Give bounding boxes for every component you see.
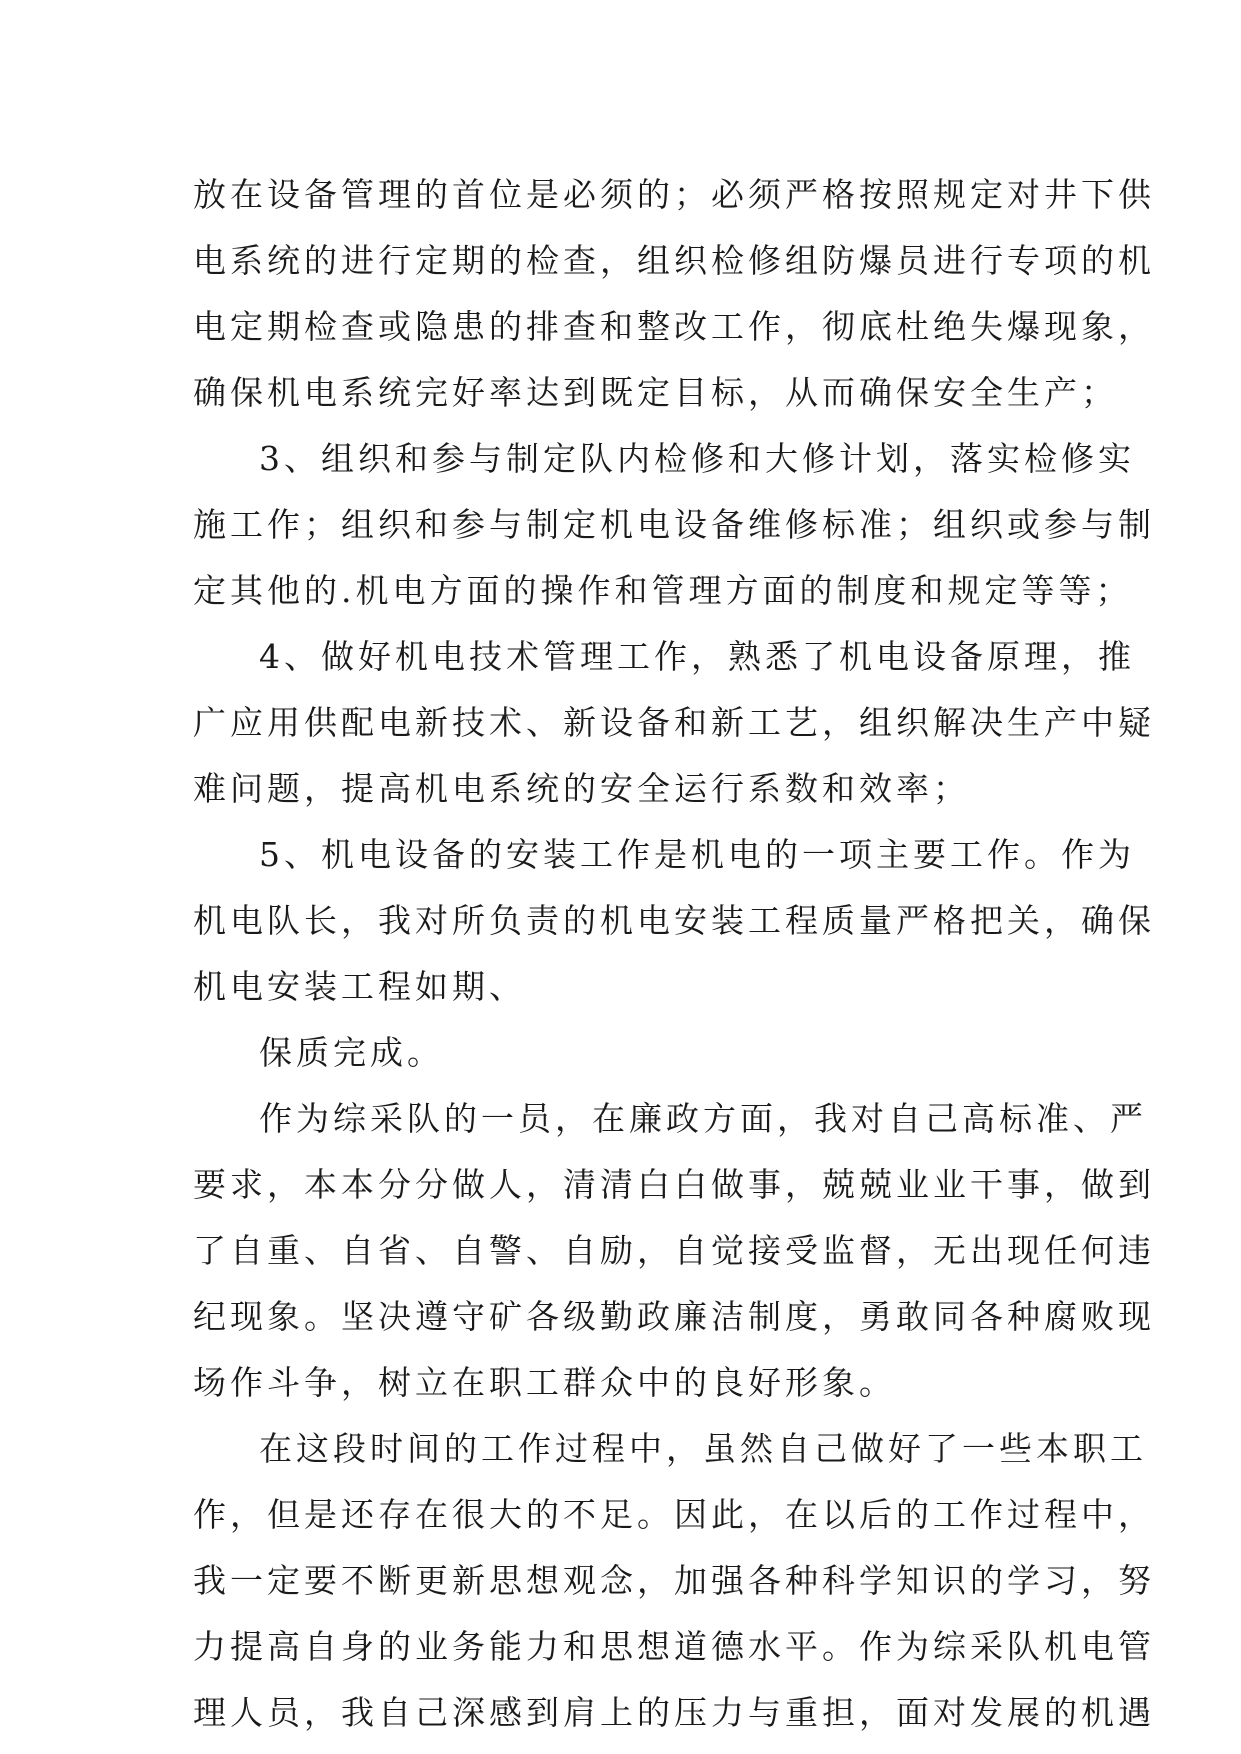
text-line: 电系统的进行定期的检查，组织检修组防爆员进行专项的机: [193, 241, 1155, 280]
text-line: 确保机电系统完好率达到既定目标，从而确保安全生产；: [193, 373, 1118, 412]
document-body: [193, 162, 1155, 1746]
text-line: 机电队长，我对所负责的机电安装工程质量严格把关，确保: [193, 901, 1155, 940]
text-line: 5、机电设备的安装工作是机电的一项主要工作。作为: [259, 835, 1135, 874]
text-line: 了自重、自省、自警、自励，自觉接受监督，无出现任何违: [193, 1231, 1155, 1270]
text-line: 放在设备管理的首位是必须的；必须严格按照规定对井下供: [193, 175, 1155, 214]
text-line: 机电安装工程如期、: [193, 967, 526, 1006]
text-line: 难问题，提高机电系统的安全运行系数和效率；: [193, 769, 970, 808]
text-line: 4、做好机电技术管理工作，熟悉了机电设备原理，推: [259, 637, 1135, 676]
text-line: 作，但是还存在很大的不足。因此，在以后的工作过程中，: [193, 1495, 1155, 1534]
text-line: 保质完成。: [259, 1033, 444, 1072]
text-line: 广应用供配电新技术、新设备和新工艺，组织解决生产中疑: [193, 703, 1155, 742]
text-line: 作为综采队的一员，在廉政方面，我对自己高标准、严: [259, 1099, 1147, 1138]
text-line: 纪现象。坚决遵守矿各级勤政廉洁制度，勇敢同各种腐败现: [193, 1297, 1155, 1336]
text-line: 理人员，我自己深感到肩上的压力与重担，面对发展的机遇: [193, 1693, 1155, 1732]
text-line: 力提高自身的业务能力和思想道德水平。作为综采队机电管: [193, 1627, 1155, 1666]
text-line: 电定期检查或隐患的排查和整改工作，彻底杜绝失爆现象，: [193, 307, 1155, 346]
text-line: 我一定要不断更新思想观念，加强各种科学知识的学习，努: [193, 1561, 1155, 1600]
text-line: 场作斗争，树立在职工群众中的良好形象。: [193, 1363, 896, 1402]
text-line: 施工作；组织和参与制定机电设备维修标准；组织或参与制: [193, 505, 1155, 544]
text-line: 要求，本本分分做人，清清白白做事，兢兢业业干事，做到: [193, 1165, 1155, 1204]
text-line: 定其他的.机电方面的操作和管理方面的制度和规定等等；: [193, 571, 1133, 610]
text-line: 3、组织和参与制定队内检修和大修计划，落实检修实: [259, 439, 1135, 478]
text-line: 在这段时间的工作过程中，虽然自己做好了一些本职工: [259, 1429, 1147, 1468]
